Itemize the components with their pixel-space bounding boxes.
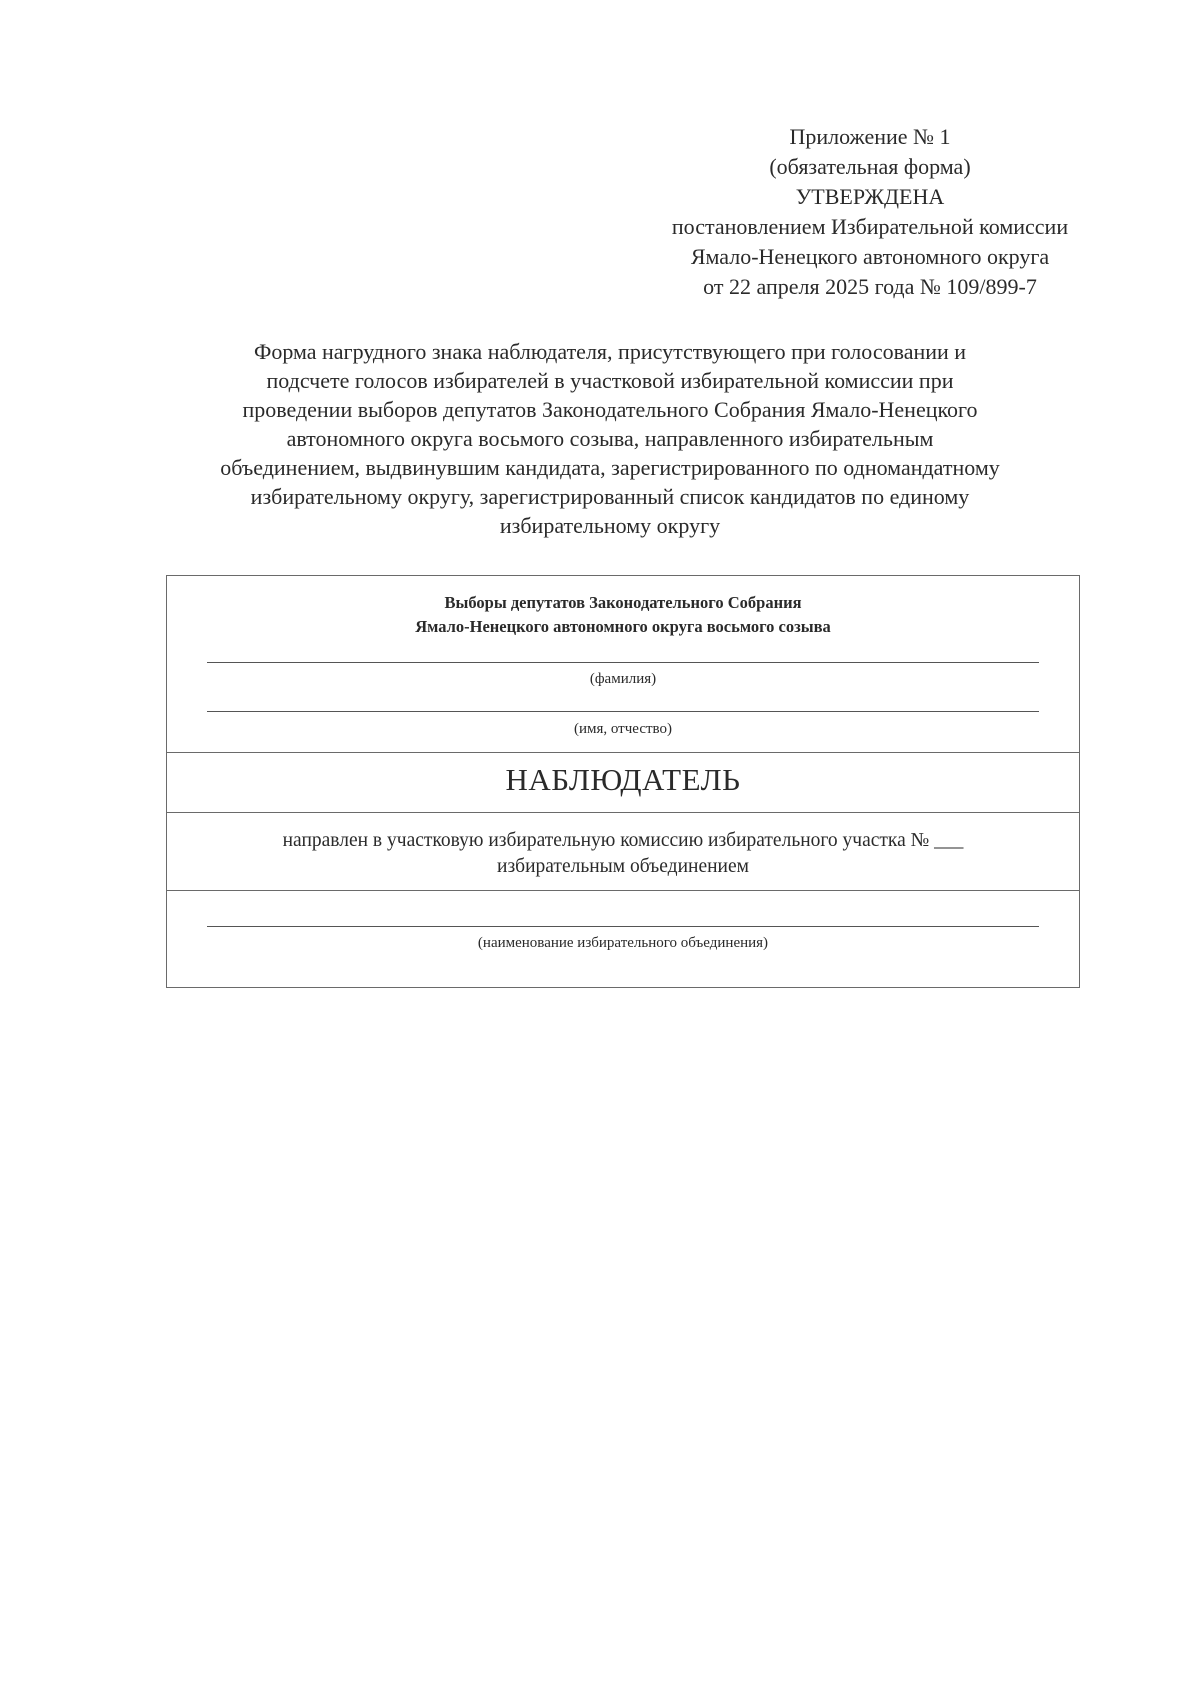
form-title-line: проведении выборов депутатов Законодательного Собрания Ямало-Ненецкого <box>242 397 978 422</box>
association-fill-line <box>207 926 1039 927</box>
sent-to-line: избирательным объединением <box>497 856 749 877</box>
name-fill-line <box>207 711 1039 712</box>
appendix-commission: Ямало-Ненецкого автономного округа <box>690 244 1050 269</box>
appendix-date: от 22 апреля 2025 года № 109/899-7 <box>703 274 1037 299</box>
form-title-line: избирательному округу <box>499 513 721 538</box>
surname-caption: (фамилия) <box>589 671 657 687</box>
elections-title-line: Выборы депутатов Законодательного Собрания <box>444 593 802 612</box>
badge-form <box>166 575 1080 988</box>
form-title-line: Форма нагрудного знака наблюдателя, присутствующего при голосовании и <box>253 339 967 364</box>
elections-title-line: Ямало-Ненецкого автономного округа восьмого созыва <box>415 617 831 636</box>
appendix-resolution: постановлением Избирательной комиссии <box>671 214 1069 239</box>
sent-to-line: направлен в участковую избирательную комиссию избирательного участка № ___ <box>282 830 964 851</box>
association-caption: (наименование избирательного объединения) <box>477 935 769 951</box>
sent-to-text <box>167 828 1079 880</box>
elections-section <box>167 576 1079 752</box>
form-title <box>150 337 1070 540</box>
divider <box>167 752 1079 753</box>
name-caption: (имя, отчество) <box>573 721 673 737</box>
form-title-line: подсчете голосов избирателей в участковой избирательной комиссии при <box>266 368 954 393</box>
form-title-line: избирательному округу, зарегистрированный список кандидатов по единому <box>250 484 970 509</box>
appendix-number: Приложение № 1 <box>789 124 951 149</box>
divider <box>167 890 1079 891</box>
observer-label: НАБЛЮДАТЕЛЬ <box>505 762 741 797</box>
appendix-header <box>610 122 1130 302</box>
divider <box>167 812 1079 813</box>
elections-title <box>167 591 1079 639</box>
surname-fill-line <box>207 662 1039 663</box>
appendix-form-type: (обязательная форма) <box>769 154 971 179</box>
appendix-approved: УТВЕРЖДЕНА <box>795 184 945 209</box>
form-title-line: автономного округа восьмого созыва, направленного избирательным <box>286 426 934 451</box>
form-title-line: объединением, выдвинувшим кандидата, зарегистрированного по одномандатному <box>220 455 1000 480</box>
